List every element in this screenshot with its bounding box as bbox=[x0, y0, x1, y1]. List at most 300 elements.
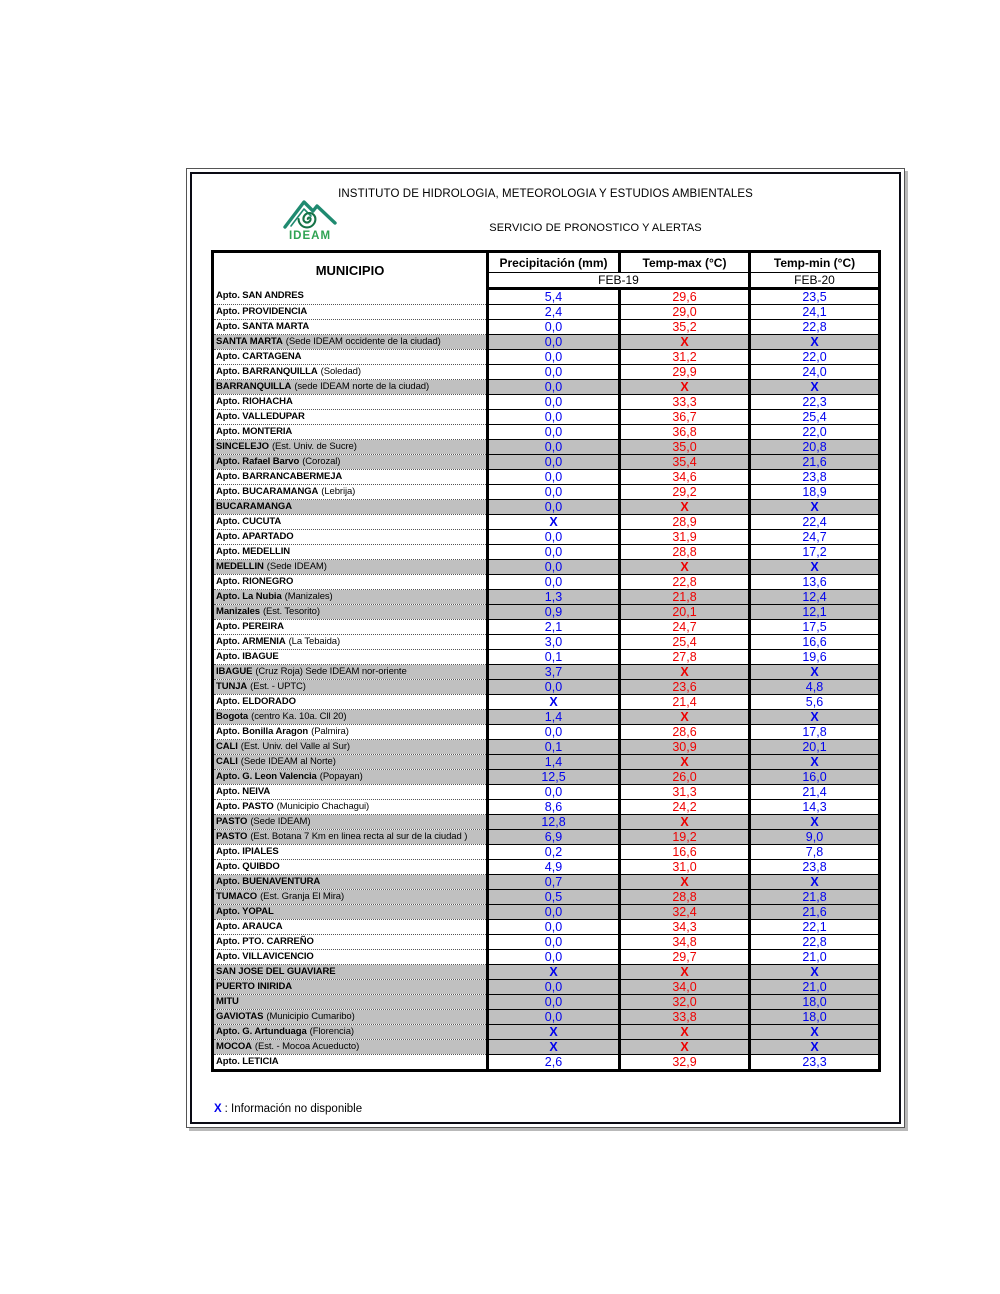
municipio-detail: (Manizales) bbox=[284, 591, 333, 602]
date-header-feb20: FEB-20 bbox=[750, 273, 880, 289]
temp-max-value: 32,0 bbox=[620, 995, 750, 1010]
precip-value: 1,4 bbox=[488, 710, 620, 725]
municipio-name: Manizales bbox=[216, 606, 260, 617]
temp-max-value: 29,0 bbox=[620, 305, 750, 320]
precip-value: 0,0 bbox=[488, 680, 620, 695]
municipio-name: Apto. BARRANQUILLA bbox=[216, 366, 318, 377]
temp-max-value: X bbox=[620, 1025, 750, 1040]
temp-max-value: X bbox=[620, 755, 750, 770]
municipio-name: Apto. PTO. CARREÑO bbox=[216, 936, 314, 947]
table-row bbox=[213, 470, 880, 485]
precip-value: 0,0 bbox=[488, 725, 620, 740]
municipio-name: TUNJA bbox=[216, 681, 248, 692]
municipio-cell bbox=[213, 680, 488, 695]
municipio-cell bbox=[213, 470, 488, 485]
municipio-detail: (Popayan) bbox=[319, 771, 363, 782]
temp-max-value: 24,7 bbox=[620, 620, 750, 635]
municipio-cell bbox=[213, 755, 488, 770]
footnote-text: : Información no disponible bbox=[224, 1103, 363, 1115]
precip-value: X bbox=[488, 1025, 620, 1040]
temp-max-value: 19,2 bbox=[620, 830, 750, 845]
municipio-cell bbox=[213, 815, 488, 830]
table-row bbox=[213, 515, 880, 530]
municipio-cell bbox=[213, 320, 488, 335]
table-row bbox=[213, 305, 880, 320]
temp-min-value: 13,6 bbox=[750, 575, 880, 590]
municipio-detail: (Est. Botana 7 Km en linea recta al sur de la ciudad ) bbox=[250, 831, 468, 842]
col-header-temp-min: Temp-min (°C) bbox=[750, 252, 880, 273]
municipio-name: MEDELLIN bbox=[216, 561, 264, 572]
precip-value: 0,0 bbox=[488, 335, 620, 350]
table-row bbox=[213, 500, 880, 515]
temp-min-value: X bbox=[750, 710, 880, 725]
municipio-name: Apto. MONTERIA bbox=[216, 426, 293, 437]
municipio-detail: (Municipio Chachagui) bbox=[276, 801, 370, 812]
municipio-name: Apto. IBAGUE bbox=[216, 651, 279, 662]
municipio-cell bbox=[213, 800, 488, 815]
temp-min-value: 20,1 bbox=[750, 740, 880, 755]
municipio-detail: (Soledad) bbox=[320, 366, 361, 377]
temp-min-value: 17,5 bbox=[750, 620, 880, 635]
municipio-name: Apto. QUIBDO bbox=[216, 861, 280, 872]
temp-max-value: 34,0 bbox=[620, 980, 750, 995]
temp-min-value: 22,4 bbox=[750, 515, 880, 530]
municipio-cell bbox=[213, 289, 488, 305]
municipio-cell bbox=[213, 665, 488, 680]
municipio-name: Apto. ARMENIA bbox=[216, 636, 286, 647]
temp-max-value: 26,0 bbox=[620, 770, 750, 785]
temp-min-value: 23,5 bbox=[750, 289, 880, 305]
precip-value: 0,0 bbox=[488, 575, 620, 590]
municipio-cell bbox=[213, 695, 488, 710]
temp-min-value: 12,1 bbox=[750, 605, 880, 620]
temp-max-value: 22,8 bbox=[620, 575, 750, 590]
temp-min-value: 16,6 bbox=[750, 635, 880, 650]
precip-value: 0,0 bbox=[488, 380, 620, 395]
table-row bbox=[213, 890, 880, 905]
municipio-cell bbox=[213, 770, 488, 785]
table-row bbox=[213, 395, 880, 410]
table-row bbox=[213, 995, 880, 1010]
precip-value: 0,0 bbox=[488, 545, 620, 560]
municipio-detail: (Lebrija) bbox=[321, 486, 356, 497]
temp-min-value: X bbox=[750, 560, 880, 575]
precip-value: 5,4 bbox=[488, 289, 620, 305]
table-row bbox=[213, 980, 880, 995]
municipio-cell bbox=[213, 965, 488, 980]
temp-min-value: 22,0 bbox=[750, 425, 880, 440]
municipio-cell bbox=[213, 500, 488, 515]
temp-min-value: 18,9 bbox=[750, 485, 880, 500]
col-header-precipitacion: Precipitación (mm) bbox=[488, 252, 620, 273]
table-row bbox=[213, 1010, 880, 1025]
temp-max-value: 35,4 bbox=[620, 455, 750, 470]
temp-max-value: 32,9 bbox=[620, 1055, 750, 1071]
temp-max-value: 34,6 bbox=[620, 470, 750, 485]
precip-value: 12,8 bbox=[488, 815, 620, 830]
municipio-cell bbox=[213, 995, 488, 1010]
temp-min-value: 19,6 bbox=[750, 650, 880, 665]
precip-value: 0,0 bbox=[488, 440, 620, 455]
precip-value: 0,0 bbox=[488, 905, 620, 920]
table-row bbox=[213, 455, 880, 470]
report-subtitle: SERVICIO DE PRONOSTICO Y ALERTAS bbox=[489, 222, 702, 234]
precip-value: X bbox=[488, 515, 620, 530]
table-row bbox=[213, 635, 880, 650]
table-body bbox=[213, 289, 880, 1071]
municipio-cell bbox=[213, 575, 488, 590]
table-row bbox=[213, 680, 880, 695]
municipio-name: Apto. VALLEDUPAR bbox=[216, 411, 305, 422]
municipio-name: Apto. CUCUTA bbox=[216, 516, 282, 527]
temp-min-value: 12,4 bbox=[750, 590, 880, 605]
precip-value: 2,1 bbox=[488, 620, 620, 635]
report-title: INSTITUTO DE HIDROLOGIA, METEOROLOGIA Y ESTUDIOS AMBIENTALES bbox=[338, 188, 753, 200]
precip-value: 2,4 bbox=[488, 305, 620, 320]
municipio-cell bbox=[213, 920, 488, 935]
precip-value: 2,6 bbox=[488, 1055, 620, 1071]
table-row bbox=[213, 845, 880, 860]
temp-min-value: X bbox=[750, 665, 880, 680]
municipio-cell bbox=[213, 410, 488, 425]
municipio-detail: (Est. - Mocoa Acueducto) bbox=[254, 1041, 360, 1052]
municipio-name: Apto. ELDORADO bbox=[216, 696, 296, 707]
municipio-detail: (Sede IDEAM) bbox=[266, 561, 327, 572]
temp-max-value: X bbox=[620, 560, 750, 575]
temp-min-value: X bbox=[750, 755, 880, 770]
temp-min-value: 23,8 bbox=[750, 860, 880, 875]
temp-min-value: 23,8 bbox=[750, 470, 880, 485]
municipio-cell bbox=[213, 1040, 488, 1055]
temp-min-value: 9,0 bbox=[750, 830, 880, 845]
municipio-cell bbox=[213, 515, 488, 530]
table-row bbox=[213, 965, 880, 980]
temp-min-value: 17,8 bbox=[750, 725, 880, 740]
municipio-name: MITU bbox=[216, 996, 239, 1007]
municipio-name: SAN JOSE DEL GUAVIARE bbox=[216, 966, 336, 977]
precip-value: 1,3 bbox=[488, 590, 620, 605]
municipio-name: Apto. PASTO bbox=[216, 801, 274, 812]
table-row bbox=[213, 320, 880, 335]
municipio-detail: (Sede IDEAM al Norte) bbox=[240, 756, 336, 767]
footnote-x-symbol: X bbox=[214, 1103, 222, 1115]
municipio-cell bbox=[213, 1055, 488, 1071]
table-row bbox=[213, 440, 880, 455]
temp-min-value: X bbox=[750, 815, 880, 830]
precip-value: 0,0 bbox=[488, 980, 620, 995]
col-header-municipio: MUNICIPIO bbox=[213, 252, 488, 289]
precip-value: 0,0 bbox=[488, 320, 620, 335]
municipio-cell bbox=[213, 590, 488, 605]
table-row bbox=[213, 860, 880, 875]
temp-min-value: X bbox=[750, 380, 880, 395]
municipio-name: Apto. PROVIDENCIA bbox=[216, 306, 308, 317]
municipio-name: SANTA MARTA bbox=[216, 336, 283, 347]
municipio-detail: (Est. Univ. del Valle al Sur) bbox=[240, 741, 350, 752]
temp-min-value: 22,8 bbox=[750, 935, 880, 950]
temp-min-value: 18,0 bbox=[750, 995, 880, 1010]
municipio-name: Apto. BUCARAMANGA bbox=[216, 486, 319, 497]
table-row bbox=[213, 710, 880, 725]
municipio-name: MOCOA bbox=[216, 1041, 252, 1052]
municipio-name: CALI bbox=[216, 741, 238, 752]
municipio-detail: (Sede IDEAM occidente de la ciudad) bbox=[285, 336, 441, 347]
municipio-name: Apto. RIOHACHA bbox=[216, 396, 293, 407]
table-row bbox=[213, 905, 880, 920]
temp-max-value: 16,6 bbox=[620, 845, 750, 860]
precip-value: 1,4 bbox=[488, 755, 620, 770]
temp-max-value: 30,9 bbox=[620, 740, 750, 755]
temp-max-value: 36,8 bbox=[620, 425, 750, 440]
temp-max-value: 36,7 bbox=[620, 410, 750, 425]
municipio-cell bbox=[213, 785, 488, 800]
precip-value: 0,0 bbox=[488, 350, 620, 365]
table-row bbox=[213, 545, 880, 560]
temp-min-value: 18,0 bbox=[750, 1010, 880, 1025]
temp-max-value: 29,6 bbox=[620, 289, 750, 305]
municipio-cell bbox=[213, 365, 488, 380]
municipio-cell bbox=[213, 425, 488, 440]
temp-min-value: 24,7 bbox=[750, 530, 880, 545]
municipio-cell bbox=[213, 335, 488, 350]
temp-max-value: 31,3 bbox=[620, 785, 750, 800]
precip-value: 0,0 bbox=[488, 950, 620, 965]
temp-min-value: 4,8 bbox=[750, 680, 880, 695]
table-row bbox=[213, 365, 880, 380]
temp-min-value: 21,0 bbox=[750, 950, 880, 965]
temp-min-value: 21,8 bbox=[750, 890, 880, 905]
municipio-cell bbox=[213, 875, 488, 890]
precip-value: 0,0 bbox=[488, 425, 620, 440]
municipio-cell bbox=[213, 380, 488, 395]
temp-max-value: 28,8 bbox=[620, 890, 750, 905]
municipio-cell bbox=[213, 455, 488, 470]
table-row bbox=[213, 800, 880, 815]
temp-max-value: X bbox=[620, 500, 750, 515]
precip-value: 0,0 bbox=[488, 1010, 620, 1025]
municipio-detail: (La Tebaida) bbox=[288, 636, 341, 647]
municipio-cell bbox=[213, 905, 488, 920]
municipio-name: Apto. BUENAVENTURA bbox=[216, 876, 321, 887]
temp-max-value: X bbox=[620, 335, 750, 350]
municipio-cell bbox=[213, 740, 488, 755]
precip-value: 0,0 bbox=[488, 920, 620, 935]
municipio-name: Apto. ARAUCA bbox=[216, 921, 283, 932]
precip-value: 0,7 bbox=[488, 875, 620, 890]
temp-max-value: 29,2 bbox=[620, 485, 750, 500]
precip-value: 0,0 bbox=[488, 395, 620, 410]
municipio-name: CALI bbox=[216, 756, 238, 767]
precip-value: 0,0 bbox=[488, 935, 620, 950]
temp-max-value: X bbox=[620, 815, 750, 830]
temp-min-value: 22,0 bbox=[750, 350, 880, 365]
municipio-name: SINCELEJO bbox=[216, 441, 269, 452]
municipio-detail: (Sede IDEAM) bbox=[250, 816, 311, 827]
table-row bbox=[213, 1040, 880, 1055]
municipio-name: IBAGUE bbox=[216, 666, 253, 677]
precip-value: 0,0 bbox=[488, 995, 620, 1010]
precip-value: 0,0 bbox=[488, 500, 620, 515]
municipio-name: Apto. CARTAGENA bbox=[216, 351, 302, 362]
temp-max-value: 27,8 bbox=[620, 650, 750, 665]
table-row bbox=[213, 935, 880, 950]
table-row bbox=[213, 1055, 880, 1071]
table-row bbox=[213, 815, 880, 830]
temp-max-value: 34,3 bbox=[620, 920, 750, 935]
precip-value: 0,1 bbox=[488, 740, 620, 755]
municipio-name: PUERTO INIRIDA bbox=[216, 981, 293, 992]
temp-max-value: 28,9 bbox=[620, 515, 750, 530]
table-row bbox=[213, 590, 880, 605]
municipio-detail: (Municipio Cumaribo) bbox=[266, 1011, 355, 1022]
municipio-detail: (Corozal) bbox=[302, 456, 341, 467]
municipio-cell bbox=[213, 350, 488, 365]
temp-min-value: 21,0 bbox=[750, 980, 880, 995]
temp-min-value: X bbox=[750, 335, 880, 350]
temp-min-value: 5,6 bbox=[750, 695, 880, 710]
table-row bbox=[213, 665, 880, 680]
temp-min-value: 21,6 bbox=[750, 455, 880, 470]
municipio-name: Apto. MEDELLIN bbox=[216, 546, 291, 557]
municipio-name: Apto. BARRANCABERMEJA bbox=[216, 471, 343, 482]
temp-min-value: 16,0 bbox=[750, 770, 880, 785]
municipio-name: Bogota bbox=[216, 711, 249, 722]
page-border bbox=[186, 168, 905, 1128]
municipio-cell bbox=[213, 530, 488, 545]
municipio-name: Apto. APARTADO bbox=[216, 531, 294, 542]
municipio-name: PASTO bbox=[216, 816, 248, 827]
municipio-cell bbox=[213, 935, 488, 950]
temp-max-value: 31,2 bbox=[620, 350, 750, 365]
municipio-cell bbox=[213, 860, 488, 875]
precip-value: 0,2 bbox=[488, 845, 620, 860]
ideam-logo-text: IDEAM bbox=[288, 230, 332, 242]
table-row bbox=[213, 755, 880, 770]
col-header-temp-max: Temp-max (°C) bbox=[620, 252, 750, 273]
municipio-cell bbox=[213, 395, 488, 410]
precip-value: 12,5 bbox=[488, 770, 620, 785]
municipio-cell bbox=[213, 440, 488, 455]
temp-max-value: 28,6 bbox=[620, 725, 750, 740]
municipio-name: Apto. YOPAL bbox=[216, 906, 274, 917]
municipio-name: Apto. PEREIRA bbox=[216, 621, 284, 632]
municipio-name: Apto. G. Leon Valencia bbox=[216, 771, 317, 782]
municipio-cell bbox=[213, 305, 488, 320]
temp-min-value: 17,2 bbox=[750, 545, 880, 560]
table-row bbox=[213, 620, 880, 635]
precip-value: 0,5 bbox=[488, 890, 620, 905]
temp-max-value: X bbox=[620, 965, 750, 980]
temp-max-value: 35,0 bbox=[620, 440, 750, 455]
report-page bbox=[190, 172, 901, 1124]
municipio-cell bbox=[213, 890, 488, 905]
temp-min-value: 21,4 bbox=[750, 785, 880, 800]
table-row bbox=[213, 725, 880, 740]
table-row bbox=[213, 875, 880, 890]
table-row bbox=[213, 740, 880, 755]
municipio-name: BUCARAMANGA bbox=[216, 501, 292, 512]
table-row bbox=[213, 1025, 880, 1040]
temp-min-value: 22,1 bbox=[750, 920, 880, 935]
precip-value: X bbox=[488, 1040, 620, 1055]
municipio-name: Apto. Bonilla Aragon bbox=[216, 726, 309, 737]
municipio-detail: (Florencia) bbox=[309, 1026, 354, 1037]
temp-max-value: 23,6 bbox=[620, 680, 750, 695]
forecast-table bbox=[211, 250, 881, 1072]
precip-value: 3,0 bbox=[488, 635, 620, 650]
temp-min-value: 24,1 bbox=[750, 305, 880, 320]
temp-min-value: 20,8 bbox=[750, 440, 880, 455]
table-row bbox=[213, 920, 880, 935]
table-row bbox=[213, 695, 880, 710]
temp-min-value: 25,4 bbox=[750, 410, 880, 425]
table-row bbox=[213, 485, 880, 500]
temp-max-value: 24,2 bbox=[620, 800, 750, 815]
precip-value: 0,0 bbox=[488, 455, 620, 470]
temp-min-value: X bbox=[750, 1040, 880, 1055]
municipio-name: Apto. NEIVA bbox=[216, 786, 271, 797]
precip-value: 6,9 bbox=[488, 830, 620, 845]
temp-min-value: 22,8 bbox=[750, 320, 880, 335]
temp-max-value: X bbox=[620, 710, 750, 725]
temp-min-value: X bbox=[750, 1025, 880, 1040]
municipio-detail: (sede IDEAM norte de la ciudad) bbox=[294, 381, 430, 392]
municipio-detail: (Est. Univ. de Sucre) bbox=[271, 441, 357, 452]
precip-value: 0,0 bbox=[488, 410, 620, 425]
municipio-name: TUMACO bbox=[216, 891, 258, 902]
temp-min-value: 14,3 bbox=[750, 800, 880, 815]
table-row bbox=[213, 560, 880, 575]
table-row bbox=[213, 575, 880, 590]
municipio-name: Apto. SANTA MARTA bbox=[216, 321, 310, 332]
precip-value: 0,0 bbox=[488, 365, 620, 380]
municipio-detail: (Palmira) bbox=[311, 726, 349, 737]
table-row bbox=[213, 770, 880, 785]
municipio-cell bbox=[213, 620, 488, 635]
municipio-detail: (Est. - UPTC) bbox=[250, 681, 306, 692]
temp-max-value: 35,2 bbox=[620, 320, 750, 335]
precip-value: X bbox=[488, 965, 620, 980]
precip-value: 0,0 bbox=[488, 470, 620, 485]
temp-max-value: 25,4 bbox=[620, 635, 750, 650]
date-header-feb19: FEB-19 bbox=[488, 273, 750, 289]
table-row bbox=[213, 830, 880, 845]
municipio-cell bbox=[213, 725, 488, 740]
municipio-name: Apto. LETICIA bbox=[216, 1056, 279, 1067]
temp-max-value: X bbox=[620, 875, 750, 890]
precip-value: 0,9 bbox=[488, 605, 620, 620]
temp-min-value: 23,3 bbox=[750, 1055, 880, 1071]
table-row bbox=[213, 785, 880, 800]
temp-max-value: 29,7 bbox=[620, 950, 750, 965]
ideam-logo bbox=[282, 196, 338, 242]
municipio-name: Apto. VILLAVICENCIO bbox=[216, 951, 314, 962]
temp-min-value: X bbox=[750, 875, 880, 890]
temp-max-value: 31,9 bbox=[620, 530, 750, 545]
precip-value: 0,0 bbox=[488, 485, 620, 500]
precip-value: 0,0 bbox=[488, 560, 620, 575]
municipio-cell bbox=[213, 980, 488, 995]
precip-value: 0,1 bbox=[488, 650, 620, 665]
table-row bbox=[213, 410, 880, 425]
temp-max-value: 29,9 bbox=[620, 365, 750, 380]
table-row bbox=[213, 530, 880, 545]
header-row-columns bbox=[213, 252, 880, 273]
table-row bbox=[213, 425, 880, 440]
municipio-name: BARRANQUILLA bbox=[216, 381, 292, 392]
table-row bbox=[213, 650, 880, 665]
precip-value: 0,0 bbox=[488, 530, 620, 545]
